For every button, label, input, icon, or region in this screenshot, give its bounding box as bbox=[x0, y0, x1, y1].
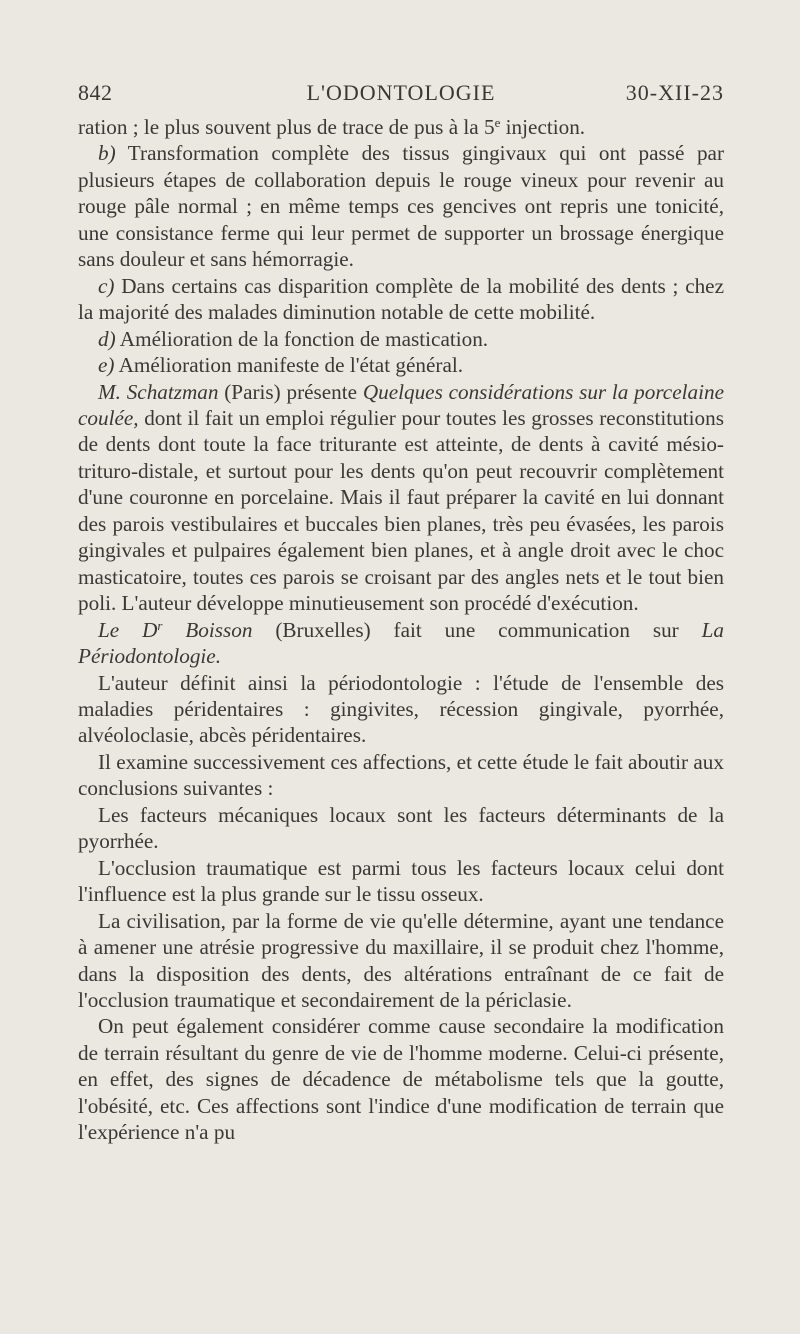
paragraph: Les facteurs mécaniques locaux sont les facteurs déterminants de la pyorrhée. bbox=[78, 802, 724, 854]
paper-title: La Périodontologie. bbox=[78, 617, 724, 669]
paragraph: L'occlusion traumatique est parmi tous les facteurs locaux celui dont l'influence est la plus grande sur le tissu osseux. bbox=[78, 855, 724, 907]
paragraph: L'auteur définit ainsi la périodontologie : l'étude de l'ensemble des maladies péridentaires : gingivites, récession gingivale, pyorrhée, alvéoloclasie, abcès péridentaires. bbox=[78, 670, 724, 748]
list-item-e: e) Amélioration manifeste de l'état général. bbox=[98, 353, 464, 378]
list-item-b: b) Transformation complète des tissus gingivaux qui ont passé par plusieurs étapes de collaboration depuis le rouge vineux pour revenir au rouge pâle normal ; en même temps ces gencives ont repris une tonicité, une consistance ferme qui leur permet de supporter un brossage énergique sans douleur et sans hémorragie. bbox=[78, 141, 724, 272]
body-text bbox=[78, 114, 724, 1146]
list-item-d: d) Amélioration de la fonction de mastication. bbox=[98, 326, 489, 351]
paper-title: Quelques considérations sur la porcelaine coulée, bbox=[78, 379, 724, 430]
running-title: L'ODONTOLOGIE bbox=[306, 80, 496, 105]
paragraph-schatzman: M. Schatzman (Paris) présente Quelques considérations sur la porcelaine coulée, dont il fait un emploi régulier pour toutes les grosses reconstitutions de dents dont toute la face triturante est atteinte, de dents à cavité mésio-trituro-distale, et surtout pour les dents qu'on peut recouvrir complètement d'une couronne en porcelaine. Mais il faut préparer la cavité en lui donnant des parois vestibulaires et buccales bien planes, très peu évasées, les parois gingivales et pulpaires également bien planes, et à angle droit avec le choc masticatoire, toutes ces parois se croisant par des angles nets et le tout bien poli. L'auteur développe minutieusement son procédé d'exécution. bbox=[78, 379, 724, 616]
page-number: 842 bbox=[78, 80, 113, 105]
speaker-name: Le $D^r$ Boisson bbox=[98, 617, 253, 642]
paragraph: ration ; le plus souvent plus de trace de pus à la 5e injection. bbox=[78, 115, 586, 139]
paragraph: La civilisation, par la forme de vie qu'elle détermine, ayant une tendance à amener une atrésie progressive du maxillaire, il se produit chez l'homme, dans la disposition des dents, des altérations entraînant de ce fait de l'occlusion traumatique et secondairement de la périclasie. bbox=[78, 908, 724, 1012]
issue-date: 30-XII-23 bbox=[625, 80, 724, 105]
list-item-c: c) Dans certains cas disparition complète de la mobilité des dents ; chez la majorité des malades diminution notable de cette mobilité. bbox=[78, 273, 724, 325]
speaker-name: M. Schatzman bbox=[98, 379, 219, 404]
paragraph: On peut également considérer comme cause secondaire la modification de terrain résultant du genre de vie de l'homme moderne. Celui-ci présente, en effet, des signes de décadence de métabolisme tels que la goutte, l'obésité, etc. Ces affections sont l'indice d'une modification de terrain que l'expérience n'a pu bbox=[78, 1014, 724, 1145]
paragraph: Il examine successivement ces affections, et cette étude le fait aboutir aux conclusions suivantes : bbox=[78, 749, 724, 801]
paragraph-boisson: Le $D^r$ Boisson (Bruxelles) fait une communication sur La Périodontologie. bbox=[78, 617, 724, 669]
page-header bbox=[78, 80, 724, 108]
